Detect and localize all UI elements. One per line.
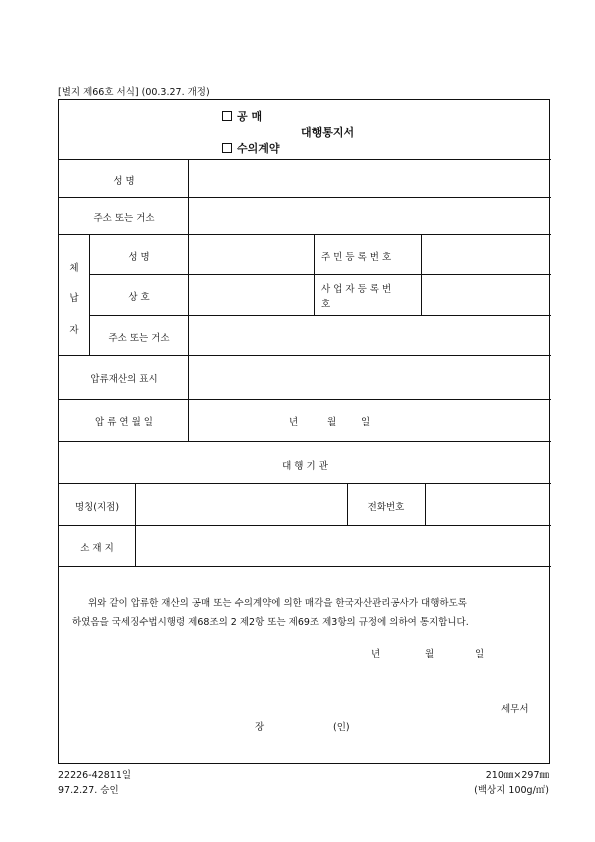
notice-year: 년 <box>371 649 381 660</box>
seizure-year: 년 <box>289 417 299 428</box>
column-line <box>425 483 426 525</box>
column-line <box>188 399 189 441</box>
column-line <box>188 159 189 399</box>
notice-line-2: 하였음을 국세징수법시행령 제68조의 2 제2항 또는 제69조 제3항의 규정에 의하여 통지합니다. <box>72 617 469 628</box>
label-seized-property: 압류재산의 표시 <box>90 374 158 385</box>
title-option-public-sale: 공 매 <box>222 108 262 124</box>
notice-day: 일 <box>475 649 485 660</box>
checkbox-public-sale[interactable] <box>222 111 232 121</box>
divider <box>89 274 551 275</box>
column-line <box>314 234 315 315</box>
label-name: 성 명 <box>113 176 135 187</box>
label-agency-name: 명칭(지점) <box>74 502 120 513</box>
label-address: 주소 또는 거소 <box>93 213 155 224</box>
label-taxpayer-address: 주소 또는 거소 <box>108 333 170 344</box>
form-number-note: [별지 제66호 서식] (00.3.27. 개정) <box>58 87 210 98</box>
divider <box>59 159 551 160</box>
label-seizure-date: 압 류 연 월 일 <box>95 417 153 428</box>
divider <box>89 315 551 316</box>
label-business-number-2: 호 <box>321 299 331 310</box>
column-line <box>89 234 90 355</box>
footer-size: 210㎜×297㎜ <box>485 770 549 781</box>
column-line <box>421 234 422 315</box>
divider <box>59 197 551 198</box>
label-business-number-1: 사 업 자 등 록 번 <box>321 284 392 295</box>
checkbox-private-contract[interactable] <box>222 143 232 153</box>
column-line <box>347 483 348 525</box>
divider <box>59 525 551 526</box>
label-taxpayer-2: 납 <box>69 293 79 304</box>
agency-header: 대 행 기 관 <box>282 461 328 472</box>
divider <box>59 355 551 356</box>
label-resident-number: 주 민 등 록 번 호 <box>321 252 392 263</box>
form-frame <box>58 99 550 764</box>
form-title: 대행통지서 <box>301 126 355 139</box>
footer-paper: (백상지 100g/㎡) <box>474 785 549 796</box>
notice-line-1: 위와 같이 압류한 재산의 공매 또는 수의계약에 의한 매각을 한국자산관리공사가 대행하도록 <box>88 598 467 609</box>
seizure-month: 월 <box>327 417 337 428</box>
footer-approval: 97.2.27. 승인 <box>58 785 119 796</box>
column-line <box>135 483 136 566</box>
notice-month: 월 <box>425 649 435 660</box>
label-taxpayer-3: 자 <box>69 325 79 336</box>
divider <box>59 441 551 442</box>
divider <box>59 399 551 400</box>
tax-office: 세무서 <box>501 704 529 715</box>
label-location: 소 재 지 <box>80 543 114 554</box>
seizure-day: 일 <box>361 417 371 428</box>
label-phone: 전화번호 <box>367 502 405 513</box>
label-trade-name: 상 호 <box>128 292 150 303</box>
footer-code: 22226-42811일 <box>58 770 132 781</box>
divider <box>59 483 551 484</box>
label-taxpayer-name: 성 명 <box>128 252 150 263</box>
chief-label: 장 <box>255 722 265 733</box>
divider <box>59 234 551 235</box>
title-option-private-contract: 수의계약 <box>222 140 280 156</box>
notice-text <box>72 594 538 632</box>
seal-mark: (인) <box>333 722 350 733</box>
divider <box>59 566 551 567</box>
label-taxpayer-1: 체 <box>69 263 79 274</box>
